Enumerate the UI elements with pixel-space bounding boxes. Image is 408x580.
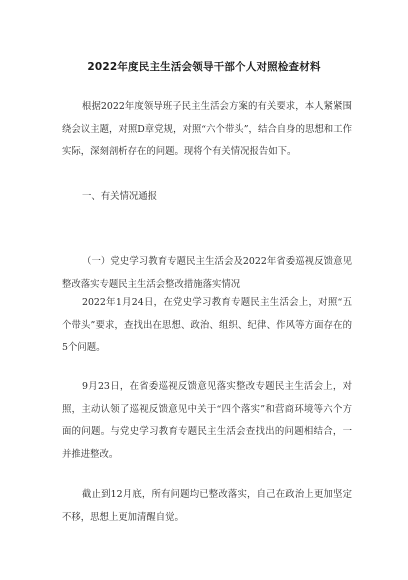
paragraph-january: 2022年1月24日，在党史学习教育专题民主生活会上，对照“五个带头”要求，查找出在思想、政治、组织、纪律、作风等方面存在的5个问题。 xyxy=(62,297,352,353)
paragraph-september: 9月23日，在省委巡视反馈意见落实整改专题民主生活会上，对照，主动认领了巡视反馈意见中关于“四个落实”和营商环境等六个方面的问题。与党史学习教育专题民主生活会查找出的问题相结合，一并推进整改。 xyxy=(62,381,352,460)
section-heading: 一、有关情况通报 xyxy=(82,191,158,202)
paragraph-intro: 根据2022年度领导班子民主生活会方案的有关要求，本人紧紧围绕会议主题，对照D章党规，对照“六个带头”，结合自身的思想和工作实际，深刻剖析存在的问题。现将个有关情况报告如下。 xyxy=(62,101,352,157)
paragraph-december: 截止到12月底，所有问题均已整改落实，自己在政治上更加坚定不移，思想上更加清醒自觉。 xyxy=(62,489,352,523)
document-title: 2022年度民主生活会领导干部个人对照检查材料 xyxy=(87,61,321,73)
subsection-heading: （一）党史学习教育专题民主生活会及2022年省委巡视反馈意见整改落实专题民主生活会整改措施落实情况 xyxy=(62,256,352,290)
